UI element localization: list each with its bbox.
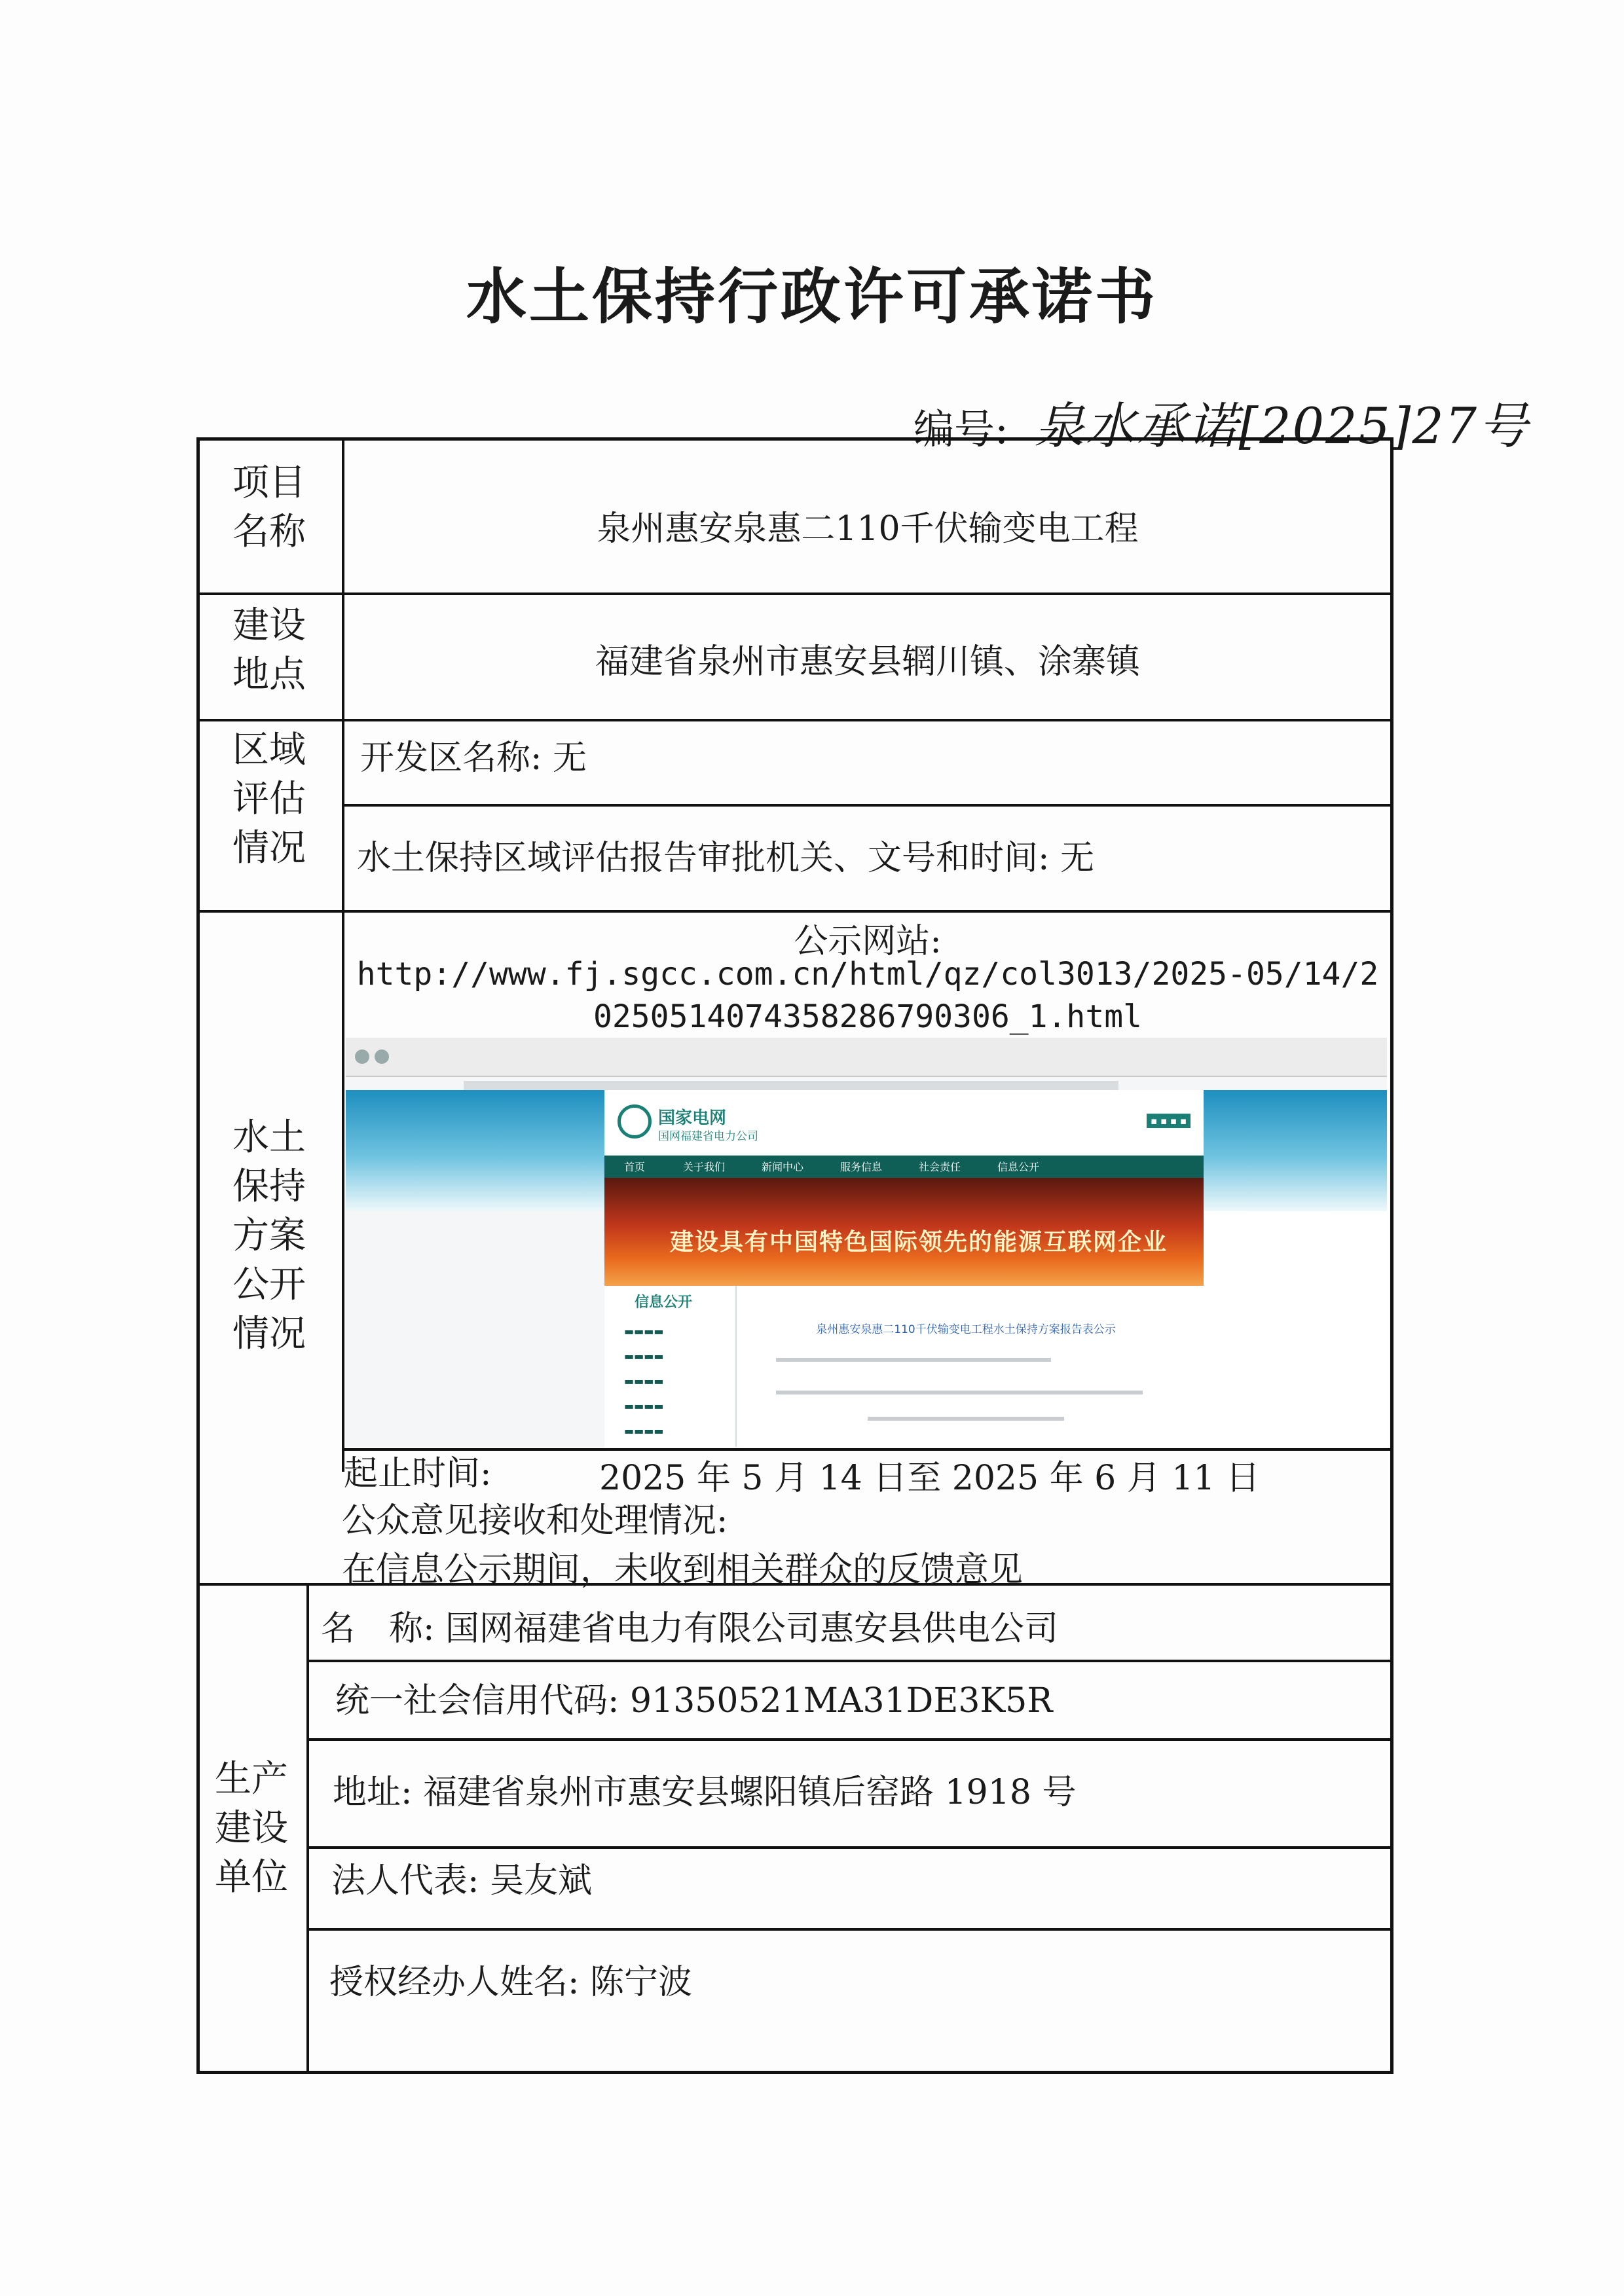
side-menu-item: ▬▬▬▬ bbox=[624, 1400, 664, 1412]
unit-credit-code: 统一社会信用代码: 91350521MA31DE3K5R bbox=[335, 1681, 1053, 1721]
browser-home-icon bbox=[375, 1049, 389, 1064]
location-value: 福建省泉州市惠安县辋川镇、涂寨镇 bbox=[595, 642, 1140, 682]
article-content bbox=[737, 1286, 1204, 1447]
nav-item: 新闻中心 bbox=[762, 1161, 804, 1173]
row-divider bbox=[306, 1928, 1393, 1931]
article-text-line bbox=[776, 1358, 1051, 1362]
row-divider bbox=[306, 1846, 1393, 1849]
nav-item: 社会责任 bbox=[919, 1161, 961, 1173]
serial-handwritten-value: 泉水承诺[2025]27号 bbox=[1034, 397, 1530, 455]
unit-name: 名 称: 国网福建省电力有限公司惠安县供电公司 bbox=[321, 1609, 1059, 1649]
website-screenshot bbox=[346, 1038, 1387, 1447]
header-quick-links: ▪ ▪ ▪ ▪ bbox=[1147, 1114, 1190, 1128]
side-menu-item: ▬▬▬▬ bbox=[624, 1325, 664, 1338]
nav-item: 首页 bbox=[624, 1161, 646, 1173]
info-side-panel bbox=[604, 1286, 737, 1447]
row-divider bbox=[196, 719, 1393, 721]
article-text-line bbox=[868, 1417, 1064, 1421]
feedback-label: 公众意见接收和处理情况: bbox=[342, 1501, 728, 1540]
label-column-divider-lower bbox=[306, 1583, 309, 2074]
side-menu-item: ▬▬▬▬ bbox=[624, 1425, 664, 1437]
nav-item: 信息公开 bbox=[997, 1161, 1040, 1173]
page-background-right bbox=[1204, 1211, 1387, 1447]
browser-tab-icon bbox=[355, 1049, 369, 1064]
site-logo-text: 国家电网 bbox=[658, 1108, 727, 1128]
sky-background-left bbox=[346, 1090, 604, 1211]
side-menu-item: ▬▬▬▬ bbox=[624, 1350, 664, 1362]
article-title: 泉州惠安泉惠二110千伏输变电工程水土保持方案报告表公示 bbox=[816, 1323, 1116, 1336]
regional-assessment-label: 区域 评估 情况 bbox=[232, 729, 306, 870]
publicity-site-label: 公示网站: bbox=[794, 922, 942, 961]
sky-background-right bbox=[1204, 1090, 1387, 1211]
side-panel-title: 信息公开 bbox=[635, 1294, 693, 1311]
period-label: 起止时间: bbox=[344, 1454, 492, 1493]
project-name-value: 泉州惠安泉惠二110千伏输变电工程 bbox=[597, 509, 1139, 549]
feedback-value: 在信息公示期间，未收到相关群众的反馈意见 bbox=[342, 1550, 1024, 1590]
browser-address-bar bbox=[464, 1081, 1118, 1090]
regional-report-info: 水土保持区域评估报告审批机关、文号和时间: 无 bbox=[357, 839, 1095, 878]
site-header bbox=[604, 1090, 1204, 1156]
dev-zone-name: 开发区名称: 无 bbox=[360, 738, 587, 778]
row-divider bbox=[306, 1660, 1393, 1662]
nav-item: 服务信息 bbox=[840, 1161, 883, 1173]
location-label: 建设 地点 bbox=[232, 604, 306, 697]
publicity-url-line-1: http://www.fj.sgcc.com.cn/html/qz/col3013/2025-05/14/2 bbox=[356, 956, 1379, 993]
site-nav-bar bbox=[604, 1156, 1204, 1178]
site-banner bbox=[604, 1178, 1204, 1286]
row-divider bbox=[342, 804, 1393, 807]
publicity-url-line-2: 0250514074358286790306_1.html bbox=[593, 998, 1143, 1035]
serial-label: 编号: bbox=[913, 405, 1008, 453]
period-value: 2025 年 5 月 14 日至 2025 年 6 月 11 日 bbox=[599, 1459, 1260, 1498]
banner-slogan: 建设具有中国特色国际领先的能源互联网企业 bbox=[670, 1229, 1168, 1256]
unit-legal-representative: 法人代表: 吴友斌 bbox=[331, 1861, 593, 1901]
side-menu-item: ▬▬▬▬ bbox=[624, 1375, 664, 1387]
state-grid-logo-icon bbox=[618, 1104, 652, 1139]
unit-address: 地址: 福建省泉州市惠安县螺阳镇后窑路 1918 号 bbox=[333, 1773, 1077, 1812]
construction-unit-label: 生产 建设 单位 bbox=[215, 1758, 288, 1899]
browser-toolbar bbox=[346, 1038, 1387, 1077]
row-divider bbox=[196, 592, 1393, 595]
document-title: 水土保持行政许可承诺书 bbox=[466, 261, 1158, 332]
article-text-line bbox=[776, 1391, 1143, 1394]
site-logo-subtitle: 国网福建省电力公司 bbox=[658, 1130, 758, 1143]
project-name-label: 项目 名称 bbox=[232, 462, 306, 554]
row-divider bbox=[196, 910, 1393, 913]
unit-authorized-agent: 授权经办人姓名: 陈宁波 bbox=[329, 1963, 693, 2002]
row-divider bbox=[306, 1738, 1393, 1741]
publicity-label: 水土 保持 方案 公开 情况 bbox=[232, 1116, 306, 1356]
nav-item: 关于我们 bbox=[683, 1161, 726, 1173]
